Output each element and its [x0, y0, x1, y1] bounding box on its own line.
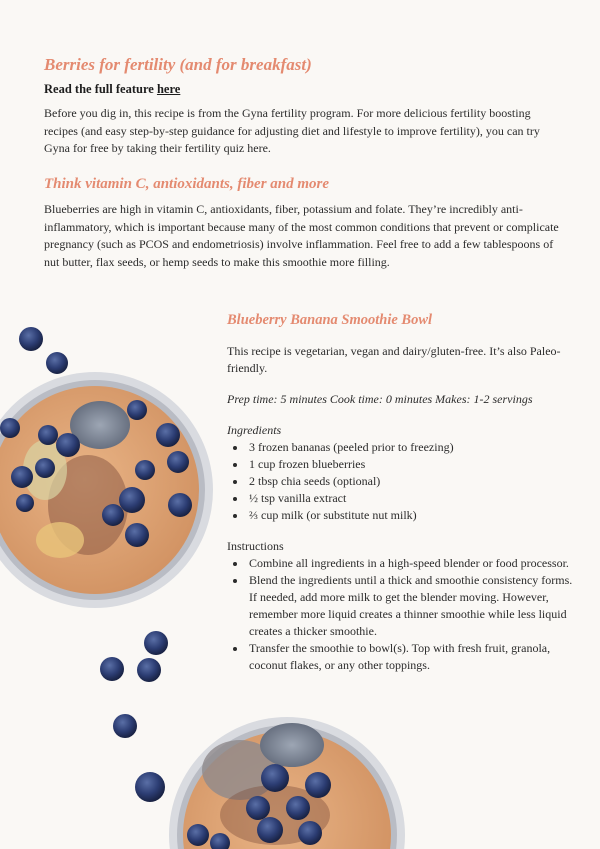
- bottom-bowl: [169, 717, 405, 849]
- recipe-title: Blueberry Banana Smoothie Bowl: [227, 312, 433, 328]
- ingredients-heading: Ingredients: [227, 423, 282, 437]
- read-full-label: Read the full feature: [44, 82, 157, 96]
- timing-info: Prep time: 5 minutes Cook time: 0 minutes Makes: 1-2 servings: [227, 392, 533, 406]
- section-heading: Think vitamin C, antioxidants, fiber and more: [44, 176, 330, 192]
- top-bowl: [0, 372, 213, 608]
- ingredient-item: • ⅔ cup milk (or substitute nut milk): [247, 507, 577, 524]
- ingredient-item: • 3 frozen bananas (peeled prior to freezing): [247, 439, 577, 456]
- ingredient-item: • 2 tbsp chia seeds (optional): [247, 473, 577, 490]
- intro-paragraph: Before you dig in, this recipe is from the Gyna fertility program. For more delicious fertility boosting recipes (and easy step-by-step guidance for adjusting diet and lifestyle to improve fertility), you can try Gyna for free by taking their fertility quiz here.: [44, 106, 540, 155]
- ingredients-list: [227, 439, 577, 524]
- instructions-heading: Instructions: [227, 539, 284, 553]
- instruction-step: • Transfer the smoothie to bowl(s). Top with fresh fruit, granola, coconut flakes, or any other toppings.: [247, 640, 577, 674]
- ingredient-item: • 1 cup frozen blueberries: [247, 456, 577, 473]
- instruction-step: • Blend the ingredients until a thick and smoothie consistency forms. If needed, add more milk to get the blender moving. However, remember more liquid creates a thinner smoothie while less liquid creates a thicker smoothie.: [247, 572, 577, 640]
- diet-note: This recipe is vegetarian, vegan and dairy/gluten-free. It’s also Paleo-friendly.: [227, 344, 561, 375]
- recipe-card: [227, 312, 577, 688]
- here-link[interactable]: here: [156, 82, 181, 96]
- ingredient-item: • ½ tsp vanilla extract: [247, 490, 577, 507]
- page-title: Berries for fertility (and for breakfast): [44, 55, 312, 74]
- instruction-step: • Combine all ingredients in a high-speed blender or food processor.: [247, 555, 577, 572]
- instructions-list: [227, 555, 577, 674]
- section-paragraph: Blueberries are high in vitamin C, antioxidants, fiber, potassium and folate. They’re incredibly anti-inflammatory, which is important because many of the most common conditions that prevent or complicate pregnancy (such as PCOS and endometriosis) involve inflammation. Feel free to add a few tablespoons of nut butter, flax seeds, or hemp seeds to make this smoothie more filling.: [44, 202, 559, 269]
